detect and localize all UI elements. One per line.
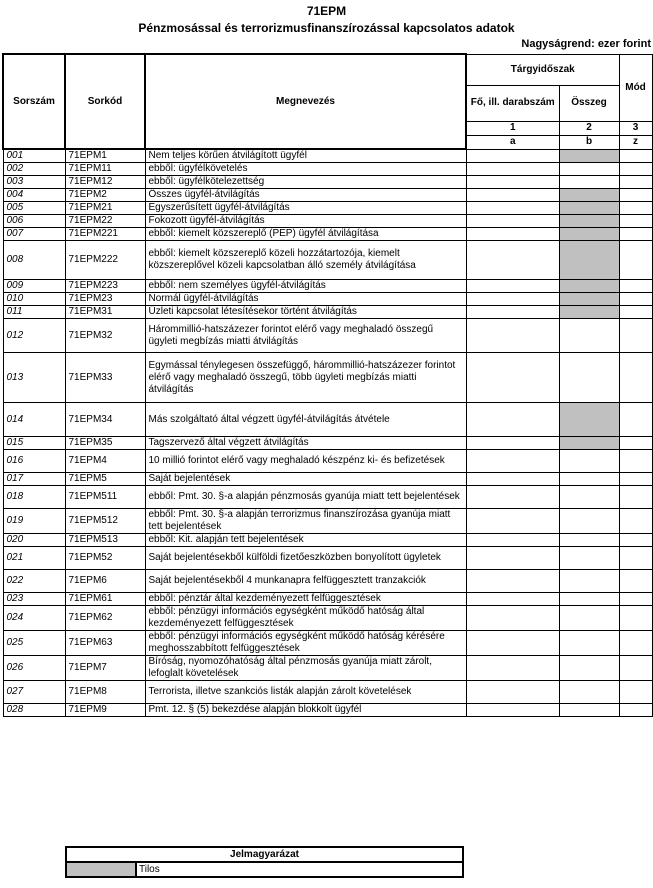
cell-count-input[interactable]	[466, 403, 559, 437]
table-row	[3, 163, 652, 176]
table-row	[3, 631, 652, 656]
row-code: 71EPM23	[65, 293, 145, 306]
cell-count-input[interactable]	[466, 149, 559, 163]
cell-mode-input[interactable]	[619, 149, 652, 163]
row-number: 023	[3, 593, 65, 606]
cell-amount-input[interactable]	[559, 486, 619, 509]
cell-mode-input[interactable]	[619, 293, 652, 306]
cell-amount-input[interactable]	[559, 534, 619, 547]
cell-count-input[interactable]	[466, 631, 559, 656]
row-description: Saját bejelentésekből 4 munkanapra felfüggesztett tranzakciók	[145, 570, 466, 593]
cell-mode-input[interactable]	[619, 403, 652, 437]
header-sorkod: Sorkód	[65, 54, 145, 149]
row-description: Terrorista, illetve szankciós listák alapján zárolt követelések	[145, 681, 466, 704]
row-description: ebből: pénztár által kezdeményezett felfüggesztések	[145, 593, 466, 606]
row-code: 71EPM221	[65, 228, 145, 241]
row-number: 003	[3, 176, 65, 189]
cell-mode-input[interactable]	[619, 319, 652, 353]
row-code: 71EPM11	[65, 163, 145, 176]
cell-count-input[interactable]	[466, 228, 559, 241]
header-sorszam: Sorszám	[3, 54, 65, 149]
cell-count-input[interactable]	[466, 509, 559, 534]
cell-mode-input[interactable]	[619, 606, 652, 631]
row-description: ebből: nem személyes ügyfél-átvilágítás	[145, 280, 466, 293]
row-number: 028	[3, 704, 65, 717]
cell-mode-input[interactable]	[619, 202, 652, 215]
row-description: ebből: Kit. alapján tett bejelentések	[145, 534, 466, 547]
cell-amount-input[interactable]	[559, 656, 619, 681]
cell-amount-input[interactable]	[559, 319, 619, 353]
table-row	[3, 437, 652, 450]
row-number: 004	[3, 189, 65, 202]
row-description: ebből: Pmt. 30. §-a alapján pénzmosás gyanúja miatt tett bejelentések	[145, 486, 466, 509]
row-code: 71EPM21	[65, 202, 145, 215]
cell-mode-input[interactable]	[619, 534, 652, 547]
cell-count-input[interactable]	[466, 473, 559, 486]
cell-amount-disabled	[559, 215, 619, 228]
cell-count-input[interactable]	[466, 215, 559, 228]
row-number: 010	[3, 293, 65, 306]
row-number: 016	[3, 450, 65, 473]
row-number: 026	[3, 656, 65, 681]
cell-mode-input[interactable]	[619, 704, 652, 717]
header-col-letter-z: z	[619, 135, 652, 149]
cell-mode-input[interactable]	[619, 306, 652, 319]
row-code: 71EPM32	[65, 319, 145, 353]
cell-mode-input[interactable]	[619, 486, 652, 509]
row-number: 015	[3, 437, 65, 450]
row-code: 71EPM63	[65, 631, 145, 656]
cell-amount-input[interactable]	[559, 509, 619, 534]
table-row	[3, 176, 652, 189]
form-code-title: 71EPM	[306, 4, 347, 18]
row-description: ebből: pénzügyi információs egységként működő hatóság által kezdeményezett felfüggesztések	[145, 606, 466, 631]
row-number: 020	[3, 534, 65, 547]
cell-count-input[interactable]	[466, 202, 559, 215]
cell-mode-input[interactable]	[619, 215, 652, 228]
table-row	[3, 280, 652, 293]
cell-amount-disabled	[559, 241, 619, 280]
cell-mode-input[interactable]	[619, 241, 652, 280]
cell-count-input[interactable]	[466, 319, 559, 353]
row-code: 71EPM5	[65, 473, 145, 486]
row-code: 71EPM512	[65, 509, 145, 534]
cell-amount-input[interactable]	[559, 593, 619, 606]
row-number: 017	[3, 473, 65, 486]
row-number: 009	[3, 280, 65, 293]
row-code: 71EPM8	[65, 681, 145, 704]
table-row	[3, 593, 652, 606]
cell-mode-input[interactable]	[619, 570, 652, 593]
row-description: 10 millió forintot elérő vagy meghaladó készpénz ki- és befizetések	[145, 450, 466, 473]
row-number: 018	[3, 486, 65, 509]
row-code: 71EPM4	[65, 450, 145, 473]
cell-count-input[interactable]	[466, 293, 559, 306]
cell-mode-input[interactable]	[619, 176, 652, 189]
cell-count-input[interactable]	[466, 280, 559, 293]
row-description: ebből: Pmt. 30. §-a alapján terrorizmus finanszírozása gyanúja miatt tett bejelentések	[145, 509, 466, 534]
cell-mode-input[interactable]	[619, 450, 652, 473]
cell-mode-input[interactable]	[619, 509, 652, 534]
row-description: Egyszerűsített ügyfél-átvilágítás	[145, 202, 466, 215]
row-number: 008	[3, 241, 65, 280]
legend-gray-swatch	[66, 862, 136, 877]
table-row	[3, 228, 652, 241]
table-row	[3, 215, 652, 228]
row-description: ebből: kiemelt közszereplő (PEP) ügyfél átvilágítása	[145, 228, 466, 241]
cell-mode-input[interactable]	[619, 280, 652, 293]
cell-amount-input[interactable]	[559, 704, 619, 717]
row-description: Más szolgáltató által végzett ügyfél-átvilágítás átvétele	[145, 403, 466, 437]
header-col-number-1: 1	[466, 121, 559, 135]
cell-count-input[interactable]	[466, 450, 559, 473]
row-description: ebből: ügyfélkövetelés	[145, 163, 466, 176]
row-description: Bíróság, nyomozóhatóság által pénzmosás gyanúja miatt zárolt, lefoglalt követelések	[145, 656, 466, 681]
header-megnevezes: Megnevezés	[145, 54, 466, 149]
cell-count-input[interactable]	[466, 656, 559, 681]
row-description: Normál ügyfél-átvilágítás	[145, 293, 466, 306]
table-row	[3, 293, 652, 306]
cell-mode-input[interactable]	[619, 473, 652, 486]
row-code: 71EPM223	[65, 280, 145, 293]
table-row	[3, 403, 652, 437]
row-description: Fokozott ügyfél-átvilágítás	[145, 215, 466, 228]
table-row	[3, 149, 652, 163]
cell-amount-disabled	[559, 149, 619, 163]
row-number: 019	[3, 509, 65, 534]
cell-count-input[interactable]	[466, 570, 559, 593]
cell-count-input[interactable]	[466, 437, 559, 450]
cell-mode-input[interactable]	[619, 631, 652, 656]
cell-amount-input[interactable]	[559, 631, 619, 656]
table-body	[3, 149, 652, 717]
table-row	[3, 450, 652, 473]
cell-amount-input[interactable]	[559, 606, 619, 631]
header-osszeg: Összeg	[559, 85, 619, 121]
row-code: 71EPM22	[65, 215, 145, 228]
header-col-number-3: 3	[619, 121, 652, 135]
header-targyidoszak: Tárgyidőszak	[466, 54, 619, 85]
row-number: 027	[3, 681, 65, 704]
cell-mode-input[interactable]	[619, 656, 652, 681]
row-code: 71EPM7	[65, 656, 145, 681]
table-row	[3, 306, 652, 319]
row-number: 013	[3, 353, 65, 403]
cell-amount-input[interactable]	[559, 473, 619, 486]
row-description: Tagszervező által végzett átvilágítás	[145, 437, 466, 450]
table-row	[3, 319, 652, 353]
cell-amount-disabled	[559, 293, 619, 306]
row-code: 71EPM1	[65, 149, 145, 163]
row-number: 024	[3, 606, 65, 631]
row-description: Egymással ténylegesen összefüggő, hárommillió-hatszázezer forintot elérő vagy meghaladó összegű, több ügyleti megbízás miatti átvilágítás	[145, 353, 466, 403]
header-col-number-2: 2	[559, 121, 619, 135]
table-row	[3, 606, 652, 631]
table-row	[3, 547, 652, 570]
cell-count-input[interactable]	[466, 163, 559, 176]
legend-table	[65, 846, 464, 878]
cell-count-input[interactable]	[466, 353, 559, 403]
cell-count-input[interactable]	[466, 681, 559, 704]
row-number: 007	[3, 228, 65, 241]
table-row	[3, 704, 652, 717]
cell-count-input[interactable]	[466, 593, 559, 606]
row-number: 001	[3, 149, 65, 163]
table-row	[3, 473, 652, 486]
row-description: Saját bejelentések	[145, 473, 466, 486]
row-description: Üzleti kapcsolat létesítésekor történt átvilágítás	[145, 306, 466, 319]
cell-count-input[interactable]	[466, 547, 559, 570]
cell-mode-input[interactable]	[619, 681, 652, 704]
row-code: 71EPM35	[65, 437, 145, 450]
cell-count-input[interactable]	[466, 534, 559, 547]
cell-amount-input[interactable]	[559, 547, 619, 570]
legend-label: Tilos	[136, 862, 463, 877]
row-number: 005	[3, 202, 65, 215]
row-code: 71EPM62	[65, 606, 145, 631]
row-code: 71EPM511	[65, 486, 145, 509]
cell-count-input[interactable]	[466, 306, 559, 319]
header-mod: Mód	[619, 54, 652, 121]
cell-amount-input[interactable]	[559, 176, 619, 189]
row-number: 022	[3, 570, 65, 593]
cell-amount-disabled	[559, 202, 619, 215]
row-code: 71EPM34	[65, 403, 145, 437]
row-number: 025	[3, 631, 65, 656]
row-description: Összes ügyfél-átvilágítás	[145, 189, 466, 202]
row-code: 71EPM6	[65, 570, 145, 593]
row-code: 71EPM9	[65, 704, 145, 717]
row-description: ebből: ügyfélkötelezettség	[145, 176, 466, 189]
cell-mode-input[interactable]	[619, 593, 652, 606]
header-col-letter-a: a	[466, 135, 559, 149]
row-code: 71EPM513	[65, 534, 145, 547]
cell-count-input[interactable]	[466, 486, 559, 509]
cell-mode-input[interactable]	[619, 437, 652, 450]
table-row	[3, 486, 652, 509]
cell-mode-input[interactable]	[619, 189, 652, 202]
table-row	[3, 202, 652, 215]
table-row	[3, 353, 652, 403]
row-code: 71EPM61	[65, 593, 145, 606]
table-row	[3, 570, 652, 593]
header-col-letter-b: b	[559, 135, 619, 149]
row-code: 71EPM31	[65, 306, 145, 319]
row-description: Nem teljes körűen átvilágított ügyfél	[145, 149, 466, 163]
row-description: ebből: pénzügyi információs egységként működő hatóság kérésére meghosszabbított felfüggesztések	[145, 631, 466, 656]
row-code: 71EPM52	[65, 547, 145, 570]
row-code: 71EPM33	[65, 353, 145, 403]
cell-mode-input[interactable]	[619, 163, 652, 176]
cell-count-input[interactable]	[466, 704, 559, 717]
row-number: 014	[3, 403, 65, 437]
cell-amount-disabled	[559, 280, 619, 293]
form-subtitle: Pénzmosással és terrorizmusfinanszírozással kapcsolatos adatok	[138, 21, 515, 35]
cell-amount-input[interactable]	[559, 570, 619, 593]
row-number: 006	[3, 215, 65, 228]
table-row	[3, 534, 652, 547]
table-row	[3, 189, 652, 202]
cell-amount-disabled	[559, 437, 619, 450]
row-description: ebből: kiemelt közszereplő közeli hozzátartozója, kiemelt közszereplővel közeli kapcsolatban álló személy átvilágítása	[145, 241, 466, 280]
cell-count-input[interactable]	[466, 606, 559, 631]
cell-amount-input[interactable]	[559, 681, 619, 704]
row-description: Saját bejelentésekből külföldi fizetőeszközben bonyolított ügyletek	[145, 547, 466, 570]
row-number: 021	[3, 547, 65, 570]
row-number: 002	[3, 163, 65, 176]
cell-amount-input[interactable]	[559, 163, 619, 176]
row-code: 71EPM12	[65, 176, 145, 189]
data-table	[2, 53, 653, 717]
cell-mode-input[interactable]	[619, 228, 652, 241]
row-number: 011	[3, 306, 65, 319]
row-description: Pmt. 12. § (5) bekezdése alapján blokkolt ügyfél	[145, 704, 466, 717]
cell-count-input[interactable]	[466, 189, 559, 202]
cell-amount-disabled	[559, 403, 619, 437]
cell-amount-input[interactable]	[559, 353, 619, 403]
cell-amount-input[interactable]	[559, 450, 619, 473]
row-number: 012	[3, 319, 65, 353]
cell-count-input[interactable]	[466, 241, 559, 280]
cell-mode-input[interactable]	[619, 353, 652, 403]
legend-title: Jelmagyarázat	[66, 847, 463, 862]
magnitude-note: Nagyságrend: ezer forint	[521, 38, 651, 50]
table-row	[3, 509, 652, 534]
table-header	[3, 54, 652, 149]
row-description: Hárommillió-hatszázezer forintot elérő vagy meghaladó összegű ügyleti megbízás miatti átvilágítás	[145, 319, 466, 353]
cell-amount-disabled	[559, 189, 619, 202]
cell-count-input[interactable]	[466, 176, 559, 189]
cell-amount-disabled	[559, 228, 619, 241]
header-fo-darabszam: Fő, ill. darabszám	[466, 85, 559, 121]
row-code: 71EPM2	[65, 189, 145, 202]
cell-amount-disabled	[559, 306, 619, 319]
cell-mode-input[interactable]	[619, 547, 652, 570]
table-row	[3, 681, 652, 704]
row-code: 71EPM222	[65, 241, 145, 280]
table-row	[3, 241, 652, 280]
table-row	[3, 656, 652, 681]
